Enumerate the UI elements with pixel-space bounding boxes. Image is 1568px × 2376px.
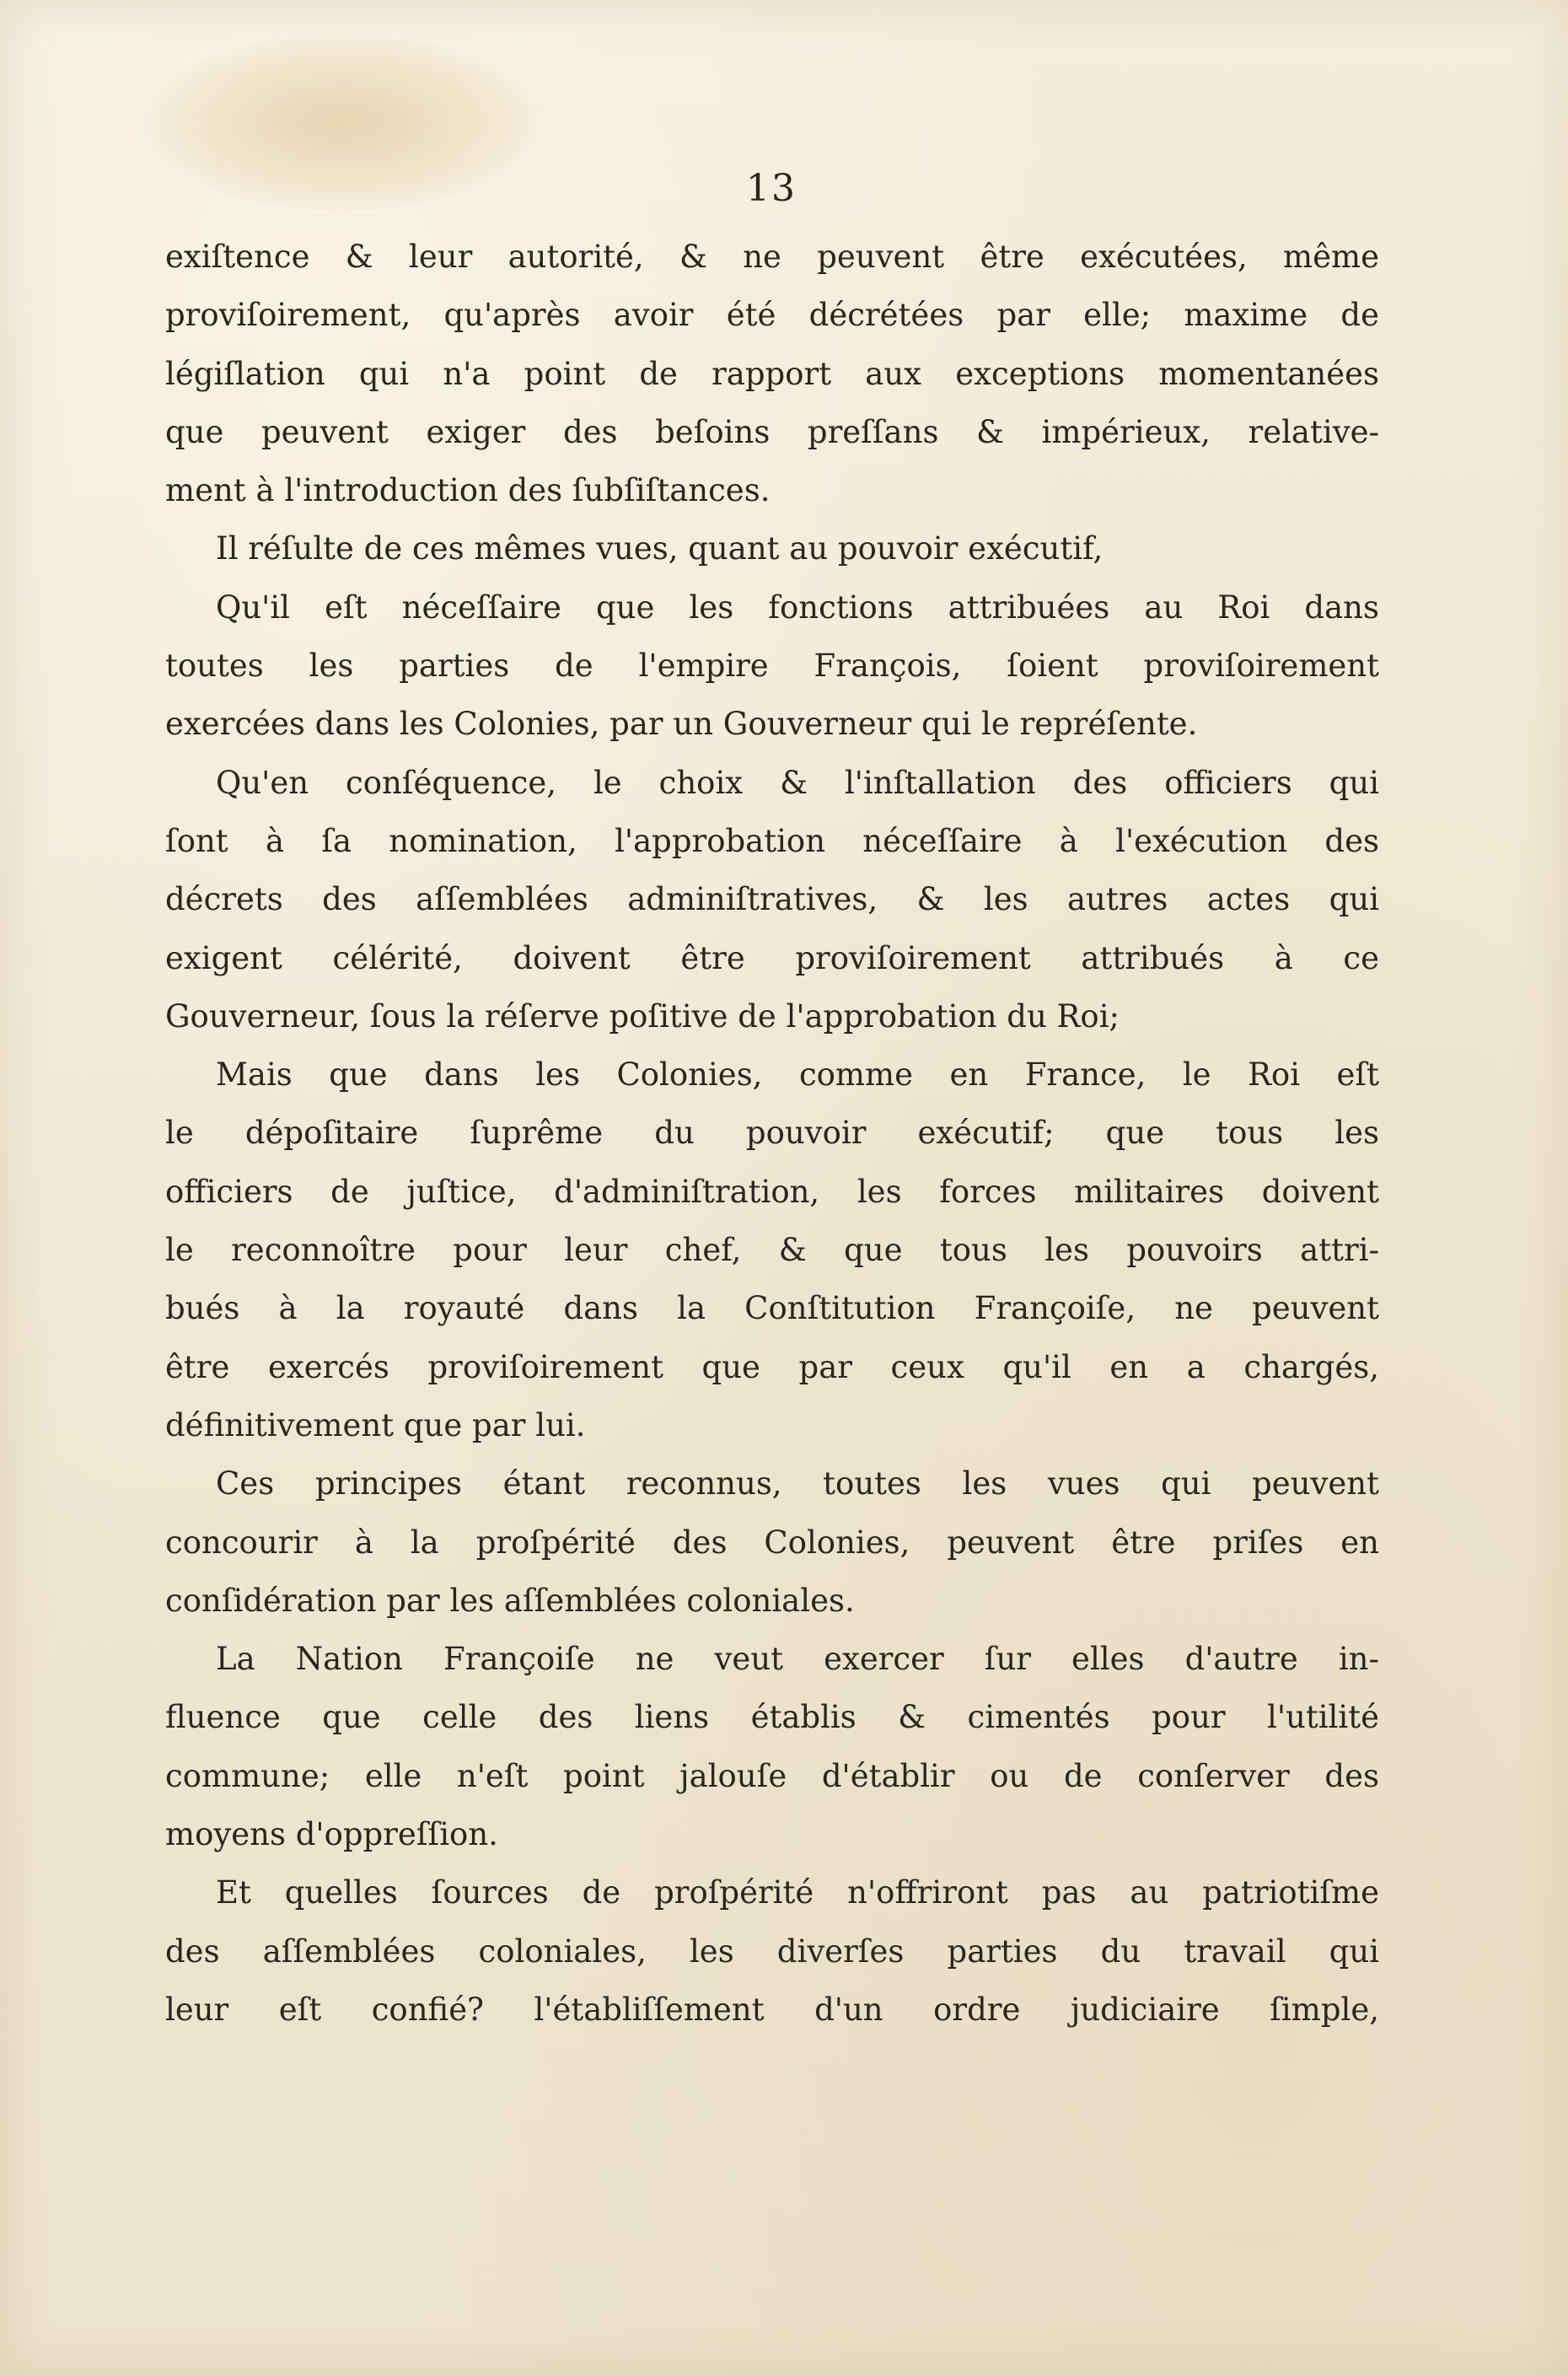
text-line: moyens d'oppreſſion.: [165, 1816, 498, 1853]
water-stain: [143, 34, 540, 211]
text-line: leur eſt confié? l'établiſſement d'un ordre judiciaire ſimple,: [165, 1991, 1379, 2028]
text-line: Gouverneur, ſous la réſerve poſitive de l'approbation du Roi;: [165, 997, 1120, 1035]
text-line: des aſſemblées coloniales, les diverſes parties du travail qui: [165, 1933, 1379, 1970]
text-line: Qu'il eſt néceſſaire que les fonctions attribuées au Roi dans: [216, 589, 1379, 626]
text-line: Mais que dans les Colonies, comme en France, le Roi eſt: [216, 1056, 1379, 1094]
text-line: être exercés proviſoirement que par ceux qu'il en a chargés,: [165, 1348, 1379, 1385]
text-line: bués à la royauté dans la Conſtitution Françoiſe, ne peuvent: [165, 1290, 1379, 1327]
text-line: légiſlation qui n'a point de rapport aux exceptions momentanées: [165, 355, 1379, 392]
text-line: commune; elle n'eſt point jalouſe d'établir ou de conſerver des: [165, 1757, 1379, 1794]
text-line: fluence que celle des liens établis & cimentés pour l'utilité: [165, 1699, 1379, 1736]
text-line: exiſtence & leur autorité, & ne peuvent être exécutées, même: [165, 239, 1379, 275]
page-number: 13: [746, 167, 797, 210]
text-line: que peuvent exiger des beſoins preſſans & impérieux, relative-: [165, 413, 1379, 450]
text-line: concourir à la proſpérité des Colonies, peuvent être priſes en: [165, 1524, 1379, 1561]
body-text: [165, 228, 1379, 2039]
text-line: Il réſulte de ces mêmes vues, quant au pouvoir exécutif,: [216, 530, 1104, 567]
text-line: officiers de juſtice, d'adminiſtration, les forces militaires doivent: [165, 1173, 1379, 1210]
text-line: définitivement que par lui.: [165, 1406, 586, 1443]
text-line: Qu'en conſéquence, le choix & l'inſtallation des officiers qui: [216, 764, 1379, 801]
text-line: décrets des aſſemblées adminiſtratives, & les autres actes qui: [165, 881, 1379, 918]
text-line: ſont à ſa nomination, l'approbation néceſſaire à l'exécution des: [165, 822, 1379, 859]
text-line: Et quelles ſources de proſpérité n'offriront pas au patriotiſme: [216, 1874, 1379, 1911]
text-line: le reconnoître pour leur chef, & que tous les pouvoirs attri-: [165, 1232, 1379, 1269]
text-line: ment à l'introduction des ſubſiſtances.: [165, 472, 771, 509]
text-line: Ces principes étant reconnus, toutes les vues qui peuvent: [216, 1465, 1379, 1502]
text-line: conſidération par les aſſemblées coloniales.: [165, 1582, 855, 1619]
text-line: proviſoirement, qu'après avoir été décrétées par elle; maxime de: [165, 297, 1379, 334]
text-line: exigent célérité, doivent être proviſoirement attribués à ce: [165, 939, 1379, 976]
text-line: le dépoſitaire ſuprême du pouvoir exécutif; que tous les: [165, 1115, 1379, 1152]
text-line: toutes les parties de l'empire François, ſoient proviſoirement: [165, 648, 1379, 685]
text-line: exercées dans les Colonies, par un Gouverneur qui le repréſente.: [165, 706, 1198, 743]
text-line: La Nation Françoiſe ne veut exercer ſur elles d'autre in-: [216, 1641, 1379, 1678]
